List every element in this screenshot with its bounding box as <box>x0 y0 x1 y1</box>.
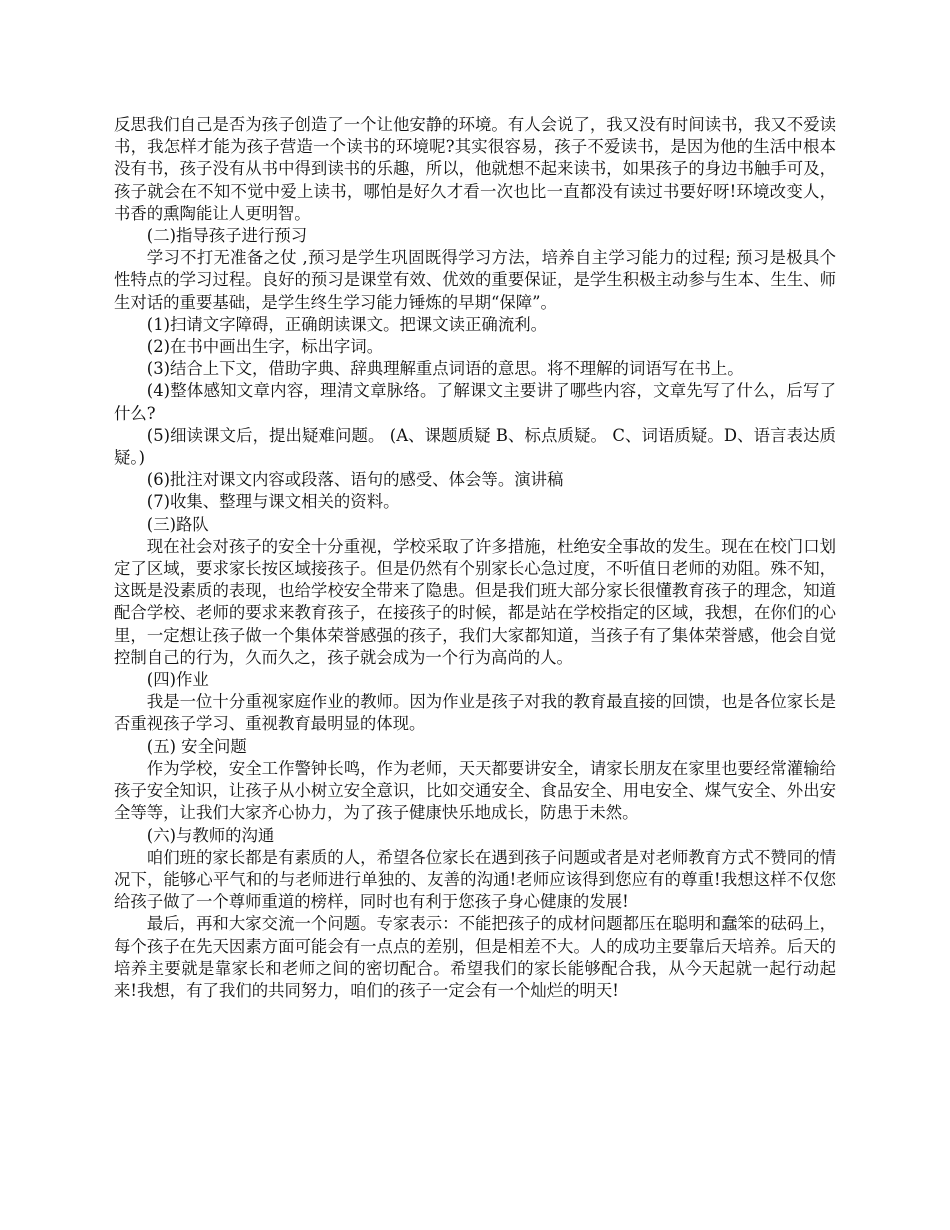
heading-safety: (五) 安全问题 <box>146 736 247 756</box>
heading-preview-guidance: (二)指导孩子进行预习 <box>146 226 308 246</box>
list-item-preview-6: (6)批注对课文内容或段落、语句的感受、体会等。演讲稿 <box>146 470 564 490</box>
list-item-preview-1: (1)扫请文字障碍，正确朗读课文。把课文读正确流利。 <box>146 314 547 334</box>
paragraph-homework: 我是一位十分重视家庭作业的教师。因为作业是孩子对我的教育最直接的回馈，也是各位家长是否重视孩子学习、重视教育最明显的体现。 <box>114 692 836 734</box>
paragraph-road-queue: 现在社会对孩子的安全十分重视，学校采取了许多措施，杜绝安全事故的发生。现在在校门口划定了区域，要求家长按区域接孩子。但是仍然有个别家长心急过度，不听值日老师的劝阻。殊不知，这既是没素质的表现，也给学校安全带来了隐患。但是我们班大部分家长很懂教育孩子的理念，知道配合学校、老师的要求来教育孩子，在接孩子的时候，都是站在学校指定的区域，我想，在你们的心里，一定想让孩子做一个集体荣誉感强的孩子，我们大家都知道，当孩子有了集体荣誉感，他会自觉控制自己的行为，久而久之，孩子就会成为一个行为高尚的人。 <box>114 536 836 667</box>
paragraph-safety: 作为学校，安全工作警钟长鸣，作为老师，天天都要讲安全，请家长朋友在家里也要经常灌输给孩子安全知识，让孩子从小树立安全意识，比如交通安全、食品安全、用电安全、煤气安全、外出安全等等，让我们大家齐心协力，为了孩子健康快乐地成长，防患于未然。 <box>114 758 836 823</box>
list-item-preview-4: (4)整体感知文章内容，理清文章脉络。了解课文主要讲了哪些内容，文章先写了什么，后写了什么? <box>114 381 836 423</box>
document-page <box>114 114 836 1002</box>
list-item-preview-3: (3)结合上下文，借助字典、辞典理解重点词语的意思。将不理解的词语写在书上。 <box>146 359 744 379</box>
list-item-preview-7: (7)收集、整理与课文相关的资料。 <box>146 492 400 512</box>
paragraph-conclusion: 最后，再和大家交流一个问题。专家表示：不能把孩子的成材问题都压在聪明和蠢笨的砝码上，每个孩子在先天因素方面可能会有一点点的差别，但是相差不大。人的成功主要靠后天培养。后天的培养主要就是靠家长和老师之间的密切配合。希望我们的家长能够配合我，从今天起就一起行动起来!我想，有了我们的共同努力，咱们的孩子一定会有一个灿烂的明天! <box>114 914 836 1000</box>
paragraph-teacher-communication: 咱们班的家长都是有素质的人，希望各位家长在遇到孩子问题或者是对老师教育方式不赞同的情况下，能够心平气和的与老师进行单独的、友善的沟通!老师应该得到您应有的尊重!我想这样不仅您给孩子做了一个尊师重道的榜样，同时也有利于您孩子身心健康的发展! <box>114 847 836 912</box>
heading-teacher-communication: (六)与教师的沟通 <box>146 825 275 845</box>
paragraph-preview-intro: 学习不打无准备之仗 ,预习是学生巩固既得学习方法，培养自主学习能力的过程; 预习是极具个性特点的学习过程。良好的预习是课堂有效、优效的重要保证，是学生积极主动参与生本、生生、师生对话的重要基础，是学生终生学习能力锤炼的早期“保障”。 <box>114 248 836 312</box>
list-item-preview-2: (2)在书中画出生字，标出字词。 <box>146 337 384 357</box>
heading-road-queue: (三)路队 <box>146 514 209 534</box>
paragraph-reading-environment: 反思我们自己是否为孩子创造了一个让他安静的环境。有人会说了，我又没有时间读书，我又不爱读书，我怎样才能为孩子营造一个读书的环境呢?其实很容易，孩子不爱读书，是因为他的生活中根本没有书，孩子没有从书中得到读书的乐趣，所以，他就想不起来读书，如果孩子的身边书触手可及，孩子就会在不知不觉中爱上读书，哪怕是好久才看一次也比一直都没有读过书要好呀!环境改变人，书香的熏陶能让人更明智。 <box>114 115 836 223</box>
list-item-preview-5: (5)细读课文后，提出疑难问题。 (A、课题质疑 B、标点质疑。 C、词语质疑。D、语言表达质疑。) <box>114 425 836 468</box>
heading-homework: (四)作业 <box>146 670 209 690</box>
